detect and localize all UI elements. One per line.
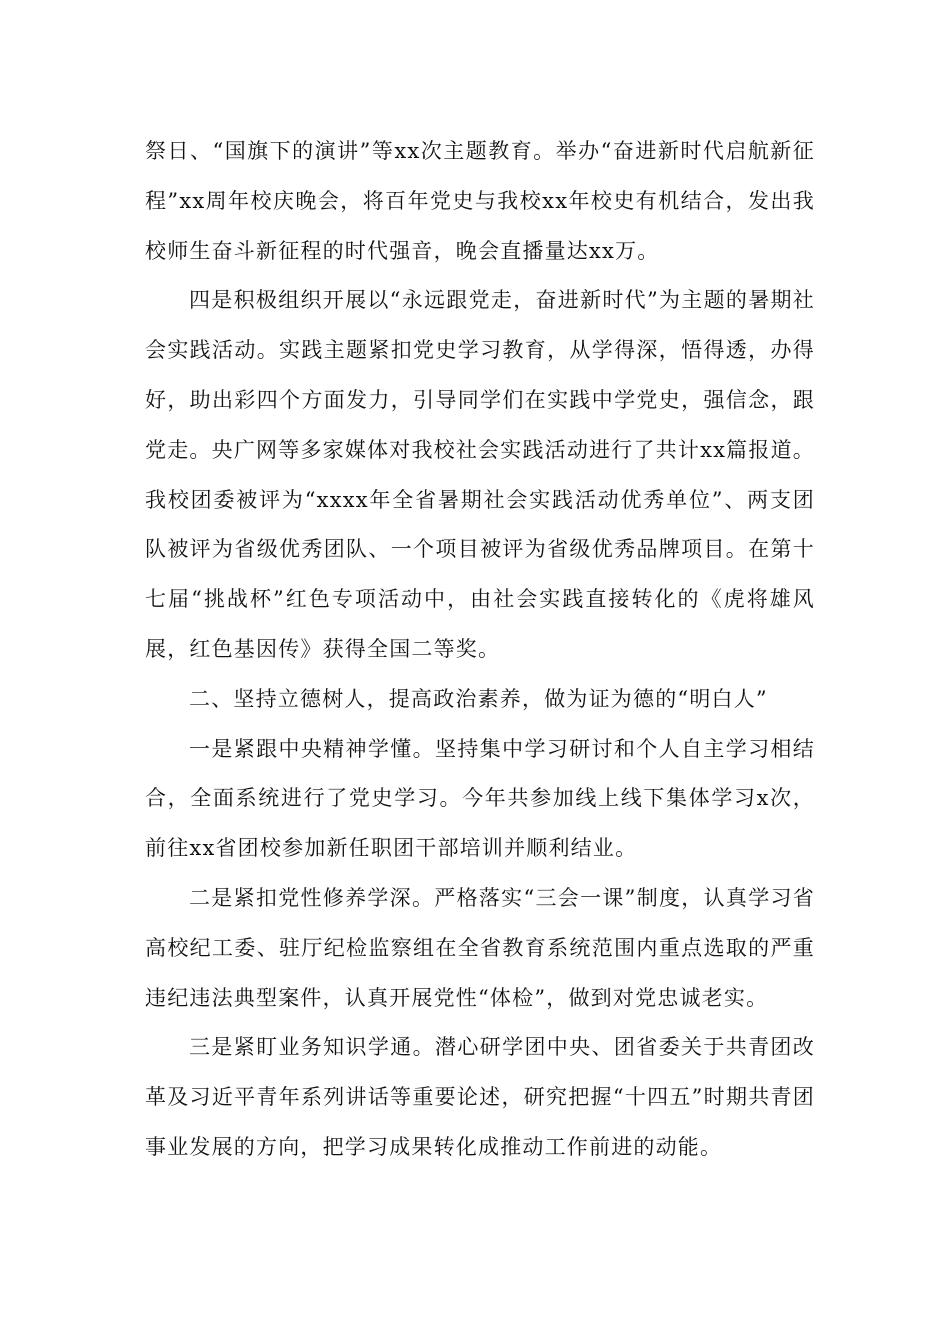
paragraph-business-knowledge: 三是紧盯业务知识学通。潜心研学团中央、团省委关于共青团改革及习近平青年系列讲话等重要论述，研究把握“十四五”时期共青团事业发展的方向，把学习成果转化成推动工作前进的动能。 [145, 1035, 815, 1159]
paragraph-central-spirit: 一是紧跟中央精神学懂。坚持集中学习研讨和个人自主学习相结合，全面系统进行了党史学习。今年共参加线上线下集体学习x次，前往xx省团校参加新任职团干部培训并顺利结业。 [145, 736, 815, 861]
paragraph-summer-practice: 四是积极组织开展以“永远跟党走，奋进新时代”为主题的暑期社会实践活动。实践主题紧扣党史学习教育，从学得深，悟得透，办得好，助出彩四个方面发力，引导同学们在实践中学党史，强信念，跟党走。央广网等多家媒体对我校社会实践活动进行了共计xx篇报道。我校团委被评为“xxxx年全省暑期社会实践活动优秀单位”、两支团队被评为省级优秀团队、一个项目被评为省级优秀品牌项目。在第十七届“挑战杯”红色专项活动中，由社会实践直接转化的《虎将雄风展，红色基因传》获得全国二等奖。 [145, 288, 815, 661]
paragraph-party-spirit: 二是紧扣党性修养学深。严格落实“三会一课”制度，认真学习省高校纪工委、驻厅纪检监察组在全省教育系统范围内重点选取的严重违纪违法典型案件，认真开展党性“体检”，做到对党忠诚老实。 [145, 885, 815, 1010]
paragraph-continuation: 祭日、“国旗下的演讲”等xx次主题教育。举办“奋进新时代启航新征程”xx周年校庆晚会，将百年党史与我校xx年校史有机结合，发出我校师生奋斗新征程的时代强音，晚会直播量达xx万。 [145, 139, 815, 263]
document-body [145, 127, 815, 1173]
section-heading-two: 二、坚持立德树人，提高政治素养，做为证为德的“明白人” [189, 686, 768, 711]
